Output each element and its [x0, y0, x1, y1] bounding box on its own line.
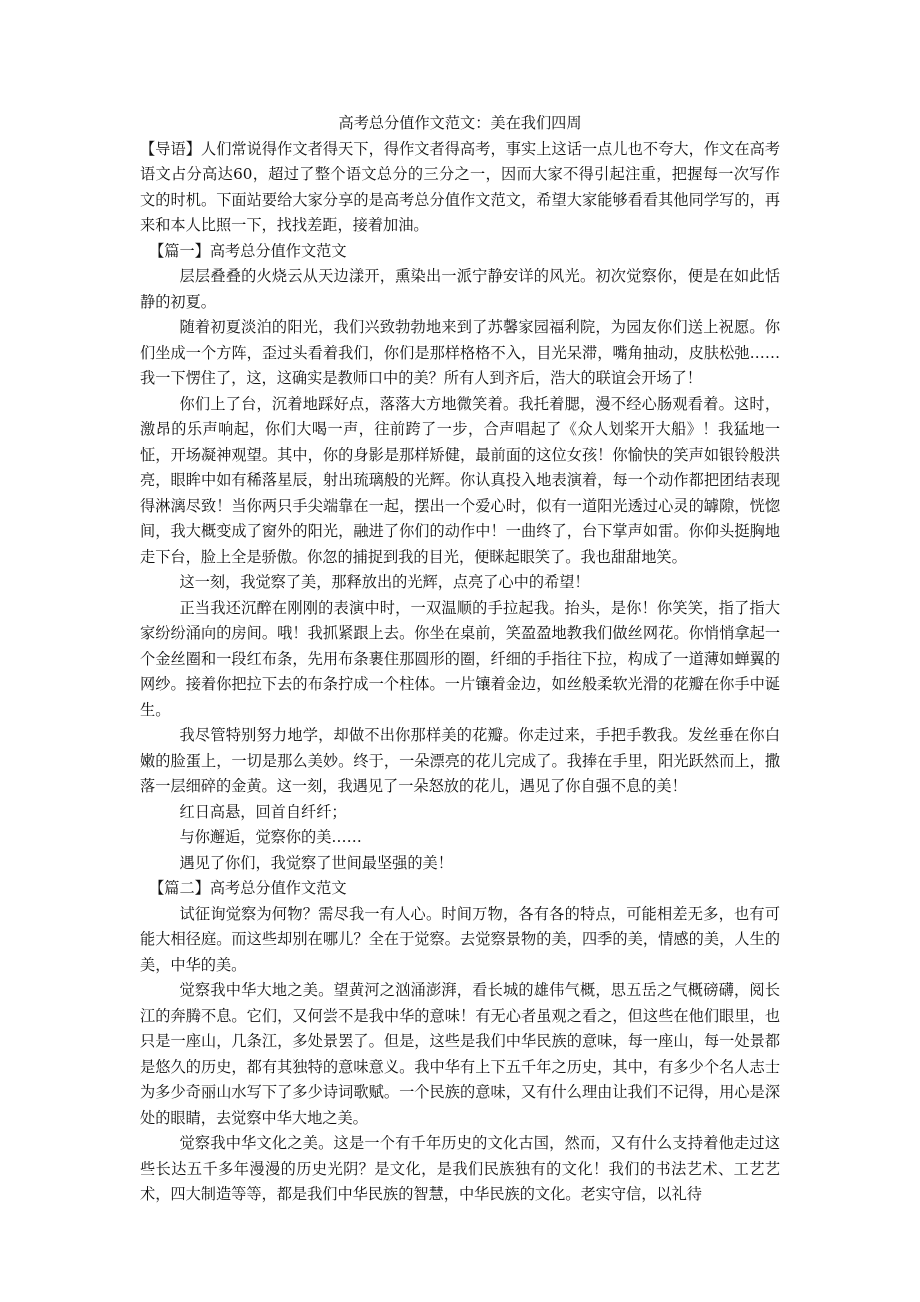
paragraph: 层层叠叠的火烧云从天边漾开，熏染出一派宁静安详的风光。初次觉察你，便是在如此恬静的初夏。 [140, 267, 780, 311]
paragraph: 正当我还沉醉在刚刚的表演中时，一双温顺的手拉起我。抬头，是你！你笑笑，指了指大家纷纷涌向的房间。哦！我抓紧跟上去。你坐在桌前，笑盈盈地教我们做丝网花。你悄悄拿起一个金丝圈和一段红布条，先用布条裹住那圆形的圈，纤细的手指往下拉，构成了一道薄如蝉翼的网纱。接着你把拉下去的布条拧成一个柱体。一片镶着金边，如丝般柔软光滑的花瓣在你手中诞生。 [140, 598, 780, 719]
paragraph: 觉察我中华大地之美。望黄河之汹涌澎湃，看长城的雄伟气概，思五岳之气概磅礴，阅长江的奔腾不息。它们，又何尝不是我中华的意味！有无心者虽观之看之，但这些在他们眼里，也只是一座山，几条江，多处景罢了。但是，这些是我们中华民族的意味，每一座山，每一处景都是悠久的历史，都有其独特的意味意义。我中华有上下五千年之历史，其中，有多少个名人志士为多少奇丽山水写下了多少诗词歌赋。一个民族的意味，又有什么理由让我们不记得，用心是深处的眼睛，去觉察中华大地之美。 [140, 981, 780, 1127]
section-heading-2: 【篇二】高考总分值作文范文 [149, 879, 347, 897]
intro-paragraph: 【导语】人们常说得作文者得天下，得作文者得高考，事实上这话一点儿也不夸大，作文在高考语文占分高达60，超过了整个语文总分的三分之一，因而大家不得引起注重，把握每一次写作文的时机。下面站要给大家分享的是高考总分值作文范文，希望大家能够看看其他同学写的，再来和本人比照一下，找找差距，接着加油。 [140, 139, 780, 234]
paragraph: 试征询觉察为何物？需尽我一有人心。时间万物，各有各的特点，可能相差无多，也有可能大相径庭。而这些却别在哪儿？全在于觉察。去觉察景物的美，四季的美，情感的美，人生的美，中华的美。 [140, 904, 780, 974]
paragraph: 这一刻，我觉察了美，那释放出的光辉，点亮了心中的希望！ [179, 573, 590, 591]
document-title: 高考总分值作文范文：美在我们四周 [338, 114, 582, 132]
paragraph: 我尽管特别努力地学，却做不出你那样美的花瓣。你走过来，手把手教我。发丝垂在你白嫩的脸蛋上，一切是那么美妙。终于，一朵漂亮的花儿完成了。我捧在手里，阳光跃然而上，撒落一层细碎的金黄。这一刻，我遇见了一朵怒放的花儿，遇见了你自强不息的美！ [140, 726, 780, 795]
document-page [140, 111, 780, 1208]
section-heading-1: 【篇一】高考总分值作文范文 [149, 241, 347, 260]
poem-line: 与你邂逅，觉察你的美…… [179, 828, 362, 846]
paragraph: 随着初夏淡泊的阳光，我们兴致勃勃地来到了苏馨家园福利院，为园友你们送上祝愿。你们坐成一个方阵，歪过头看着我们，你们是那样格格不入，目光呆滞，嘴角抽动，皮肤松弛……我一下愣住了，这，这确实是教师口中的美？所有人到齐后，浩大的联谊会开场了！ [140, 318, 780, 387]
paragraph: 觉察我中华文化之美。这是一个有千年历史的文化古国，然而，又有什么支持着他走过这些长达五千多年漫漫的历史光阴？是文化，是我们民族独有的文化！我们的书法艺术、工艺艺术，四大制造等等，都是我们中华民族的智慧，中华民族的文化。老实守信，以礼待 [140, 1134, 780, 1203]
poem-line: 遇见了你们，我觉察了世间最坚强的美！ [179, 853, 453, 872]
paragraph: 你们上了台，沉着地踩好点，落落大方地微笑着。我托着腮，漫不经心肠观看着。这时，激昂的乐声响起，你们大喝一声，往前跨了一步，合声唱起了《众人划桨开大船》！我猛地一怔，开场凝神观望。其中，你的身影是那样矫健，最前面的这位女孩！你愉快的笑声如银铃般洪亮，眼眸中如有稀落星辰，射出琉璃般的光辉。你认真投入地表演着，每一个动作都把团结表现得淋漓尽致！当你两只手尖端靠在一起，摆出一个爱心时，似有一道阳光透过心灵的罅隙，恍惚间，我大概变成了窗外的阳光，融进了你们的动作中！一曲终了，台下掌声如雷。你仰头挺胸地走下台，脸上全是骄傲。你忽的捕捉到我的目光，便眯起眼笑了。我也甜甜地笑。 [140, 394, 780, 566]
poem-line: 红日高悬，回首自纤纤； [179, 802, 347, 821]
